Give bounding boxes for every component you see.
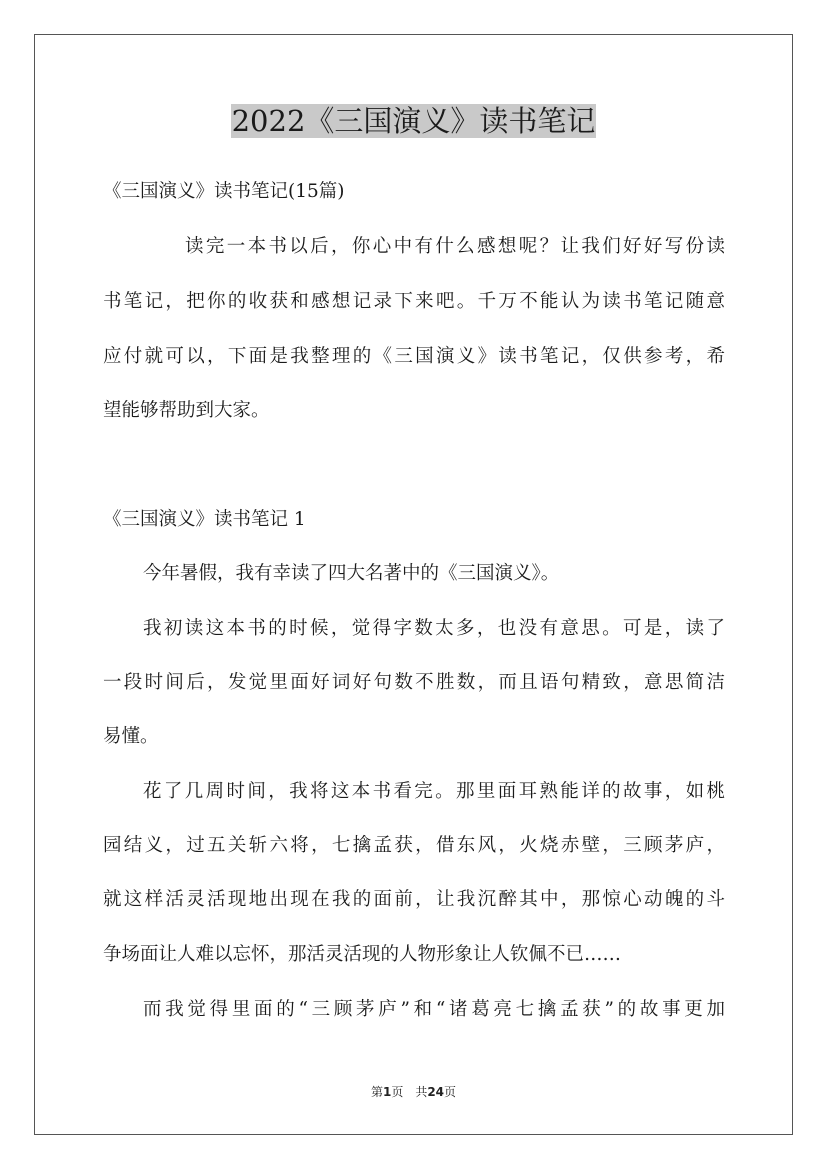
- body-line: 就这样活灵活现地出现在我的面前，让我沉醉其中，那惊心动魄的斗: [103, 889, 725, 910]
- document-subtitle: 《三国演义》读书笔记(15篇): [103, 181, 345, 202]
- body-line: 争场面让人难以忘怀，那活灵活现的人物形象让人钦佩不已……: [103, 944, 622, 965]
- body-line: 我初读这本书的时候，觉得字数太多，也没有意思。可是，读了: [143, 618, 725, 639]
- document-title: 2022《三国演义》读书笔记: [231, 104, 596, 138]
- intro-line: 书笔记，把你的收获和感想记录下来吧。千万不能认为读书笔记随意: [103, 291, 725, 312]
- body-line: 今年暑假，我有幸读了四大名著中的《三国演义》。: [143, 563, 560, 584]
- body-line: 而我觉得里面的“三顾茅庐”和“诸葛亮七擒孟获”的故事更加: [143, 999, 725, 1020]
- page-footer: [0, 1083, 827, 1100]
- page-current: 1: [382, 1085, 392, 1099]
- intro-line: 望能够帮助到大家。: [103, 400, 270, 421]
- page-suffix: 页: [444, 1085, 457, 1099]
- page-total: 24: [427, 1085, 445, 1099]
- body-line: 园结义，过五关斩六将，七擒孟获，借东风，火烧赤壁，三顾茅庐，: [103, 835, 725, 856]
- intro-line: 读完一本书以后，你心中有什么感想呢？让我们好好写份读: [185, 236, 725, 257]
- section-heading: 《三国演义》读书笔记 1: [103, 509, 306, 530]
- page-prefix: 第: [370, 1085, 383, 1099]
- body-line: 易懂。: [103, 726, 159, 747]
- page-mid: 页 共: [391, 1085, 428, 1099]
- body-line: 花了几周时间，我将这本书看完。那里面耳熟能详的故事，如桃: [143, 781, 725, 802]
- intro-line: 应付就可以，下面是我整理的《三国演义》读书笔记，仅供参考，希: [103, 346, 725, 367]
- body-line: 一段时间后，发觉里面好词好句数不胜数，而且语句精致，意思简洁: [103, 672, 725, 693]
